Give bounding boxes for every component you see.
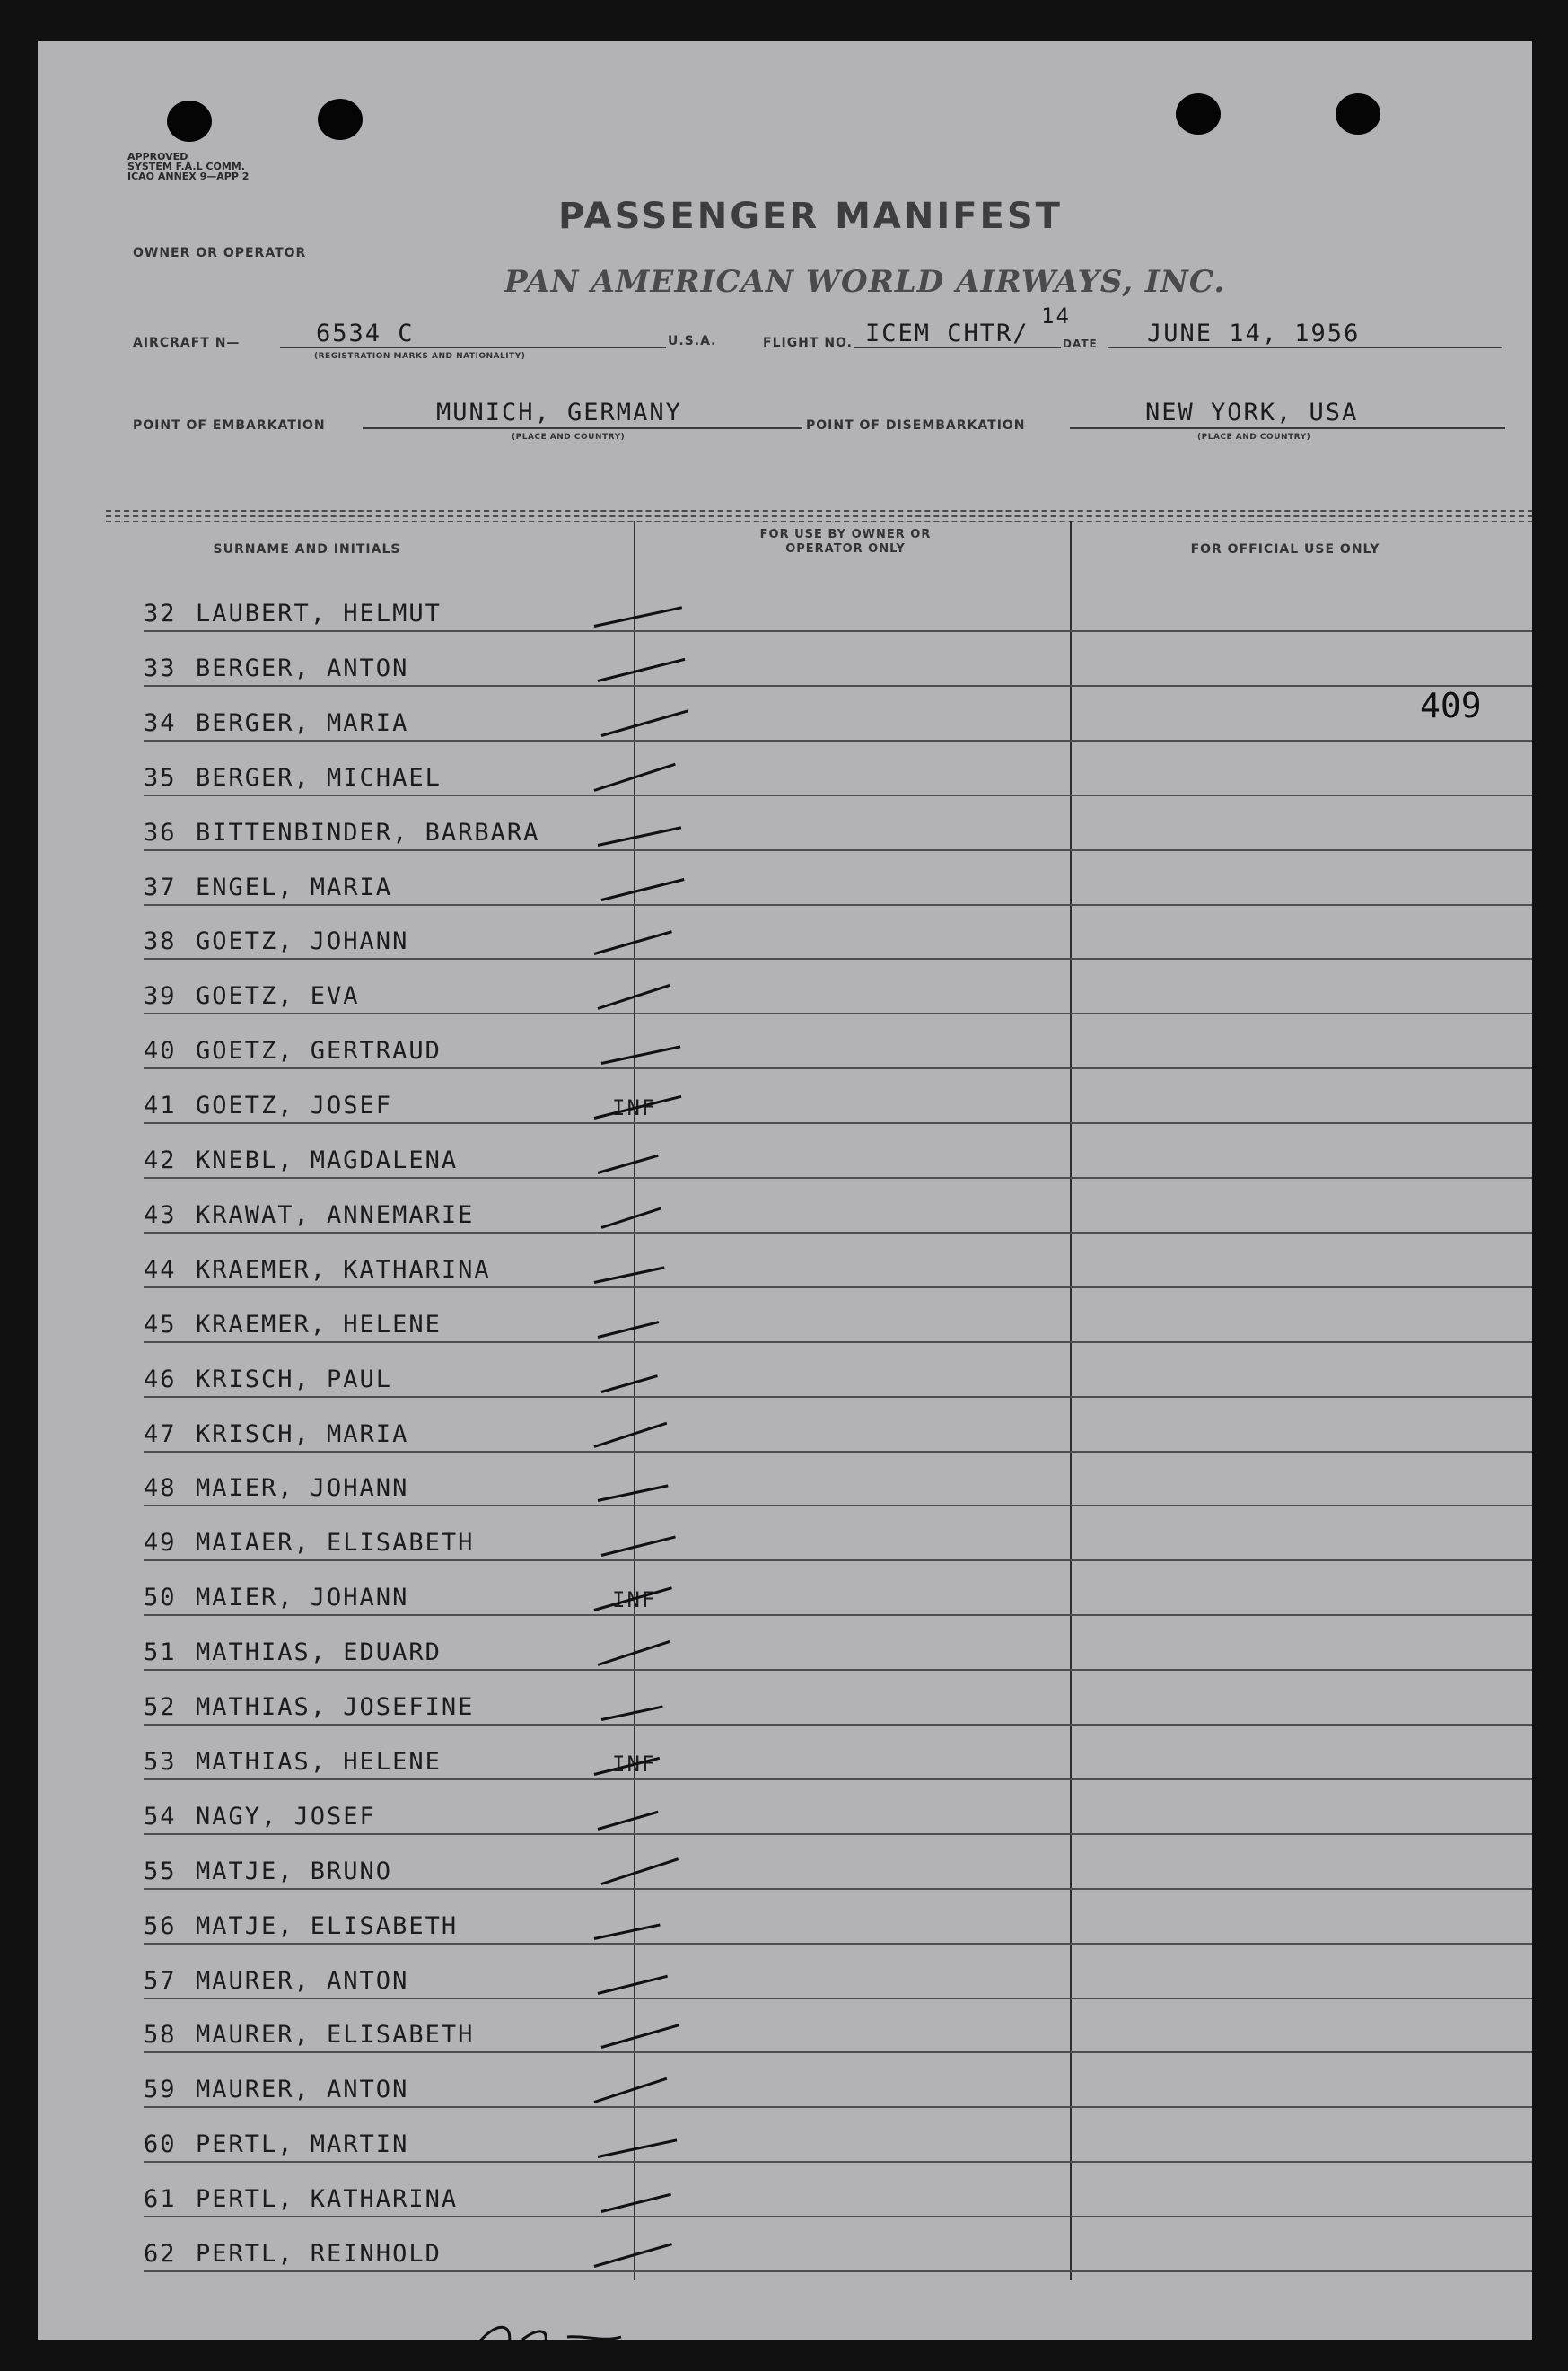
passenger-number: 47 <box>144 1419 177 1448</box>
passenger-number: 33 <box>144 654 177 682</box>
table-row <box>144 1201 474 1229</box>
passenger-number: 42 <box>144 1146 177 1174</box>
passenger-number: 59 <box>144 2076 177 2104</box>
passenger-number: 36 <box>144 818 177 847</box>
check-mark <box>601 1857 679 1885</box>
check-mark <box>601 2024 679 2050</box>
row-rule <box>144 2106 1532 2108</box>
passenger-number: 40 <box>144 1037 177 1066</box>
table-row <box>144 1803 376 1831</box>
table-row <box>144 1693 474 1721</box>
row-rule <box>144 1451 1532 1453</box>
table-row <box>144 709 408 737</box>
flight-superscript: 14 <box>1041 303 1071 329</box>
passenger-name: PERTL, MARTIN <box>196 2130 409 2159</box>
passenger-number: 58 <box>144 2021 177 2050</box>
manifest-page <box>38 41 1532 2340</box>
passenger-number: 44 <box>144 1255 177 1284</box>
passenger-name: GOETZ, JOSEF <box>196 1092 393 1120</box>
row-rule <box>144 1724 1532 1726</box>
row-rule <box>144 1177 1532 1179</box>
passenger-number: 39 <box>144 982 177 1011</box>
row-rule <box>144 1286 1532 1288</box>
table-row <box>144 1420 408 1448</box>
passenger-number: 48 <box>144 1474 177 1503</box>
table-row <box>144 1256 491 1284</box>
embark-value: MUNICH, GERMANY <box>436 399 682 426</box>
passenger-name: MAIAER, ELISABETH <box>196 1529 475 1558</box>
passenger-number: 62 <box>144 2240 177 2268</box>
table-row <box>144 874 392 901</box>
passenger-name: PERTL, REINHOLD <box>196 2240 442 2268</box>
check-mark <box>601 2193 671 2213</box>
row-rule <box>144 2051 1532 2053</box>
passenger-number: 57 <box>144 1966 177 1995</box>
table-row <box>144 1474 408 1502</box>
table-row <box>144 927 408 955</box>
passenger-name: NAGY, JOSEF <box>196 1802 376 1831</box>
row-rule <box>144 1396 1532 1398</box>
passenger-name: LAUBERT, HELMUT <box>196 600 442 628</box>
check-mark <box>601 1046 681 1066</box>
handwritten-signature <box>460 2317 729 2340</box>
passenger-note: INF <box>612 1095 657 1121</box>
passenger-name: MAIER, JOHANN <box>196 1474 409 1503</box>
passenger-number: 52 <box>144 1693 177 1721</box>
usa-label: U.S.A. <box>668 334 717 348</box>
passenger-number: 49 <box>144 1529 177 1558</box>
table-row <box>144 764 442 792</box>
table-row <box>144 1092 392 1120</box>
row-rule <box>144 849 1532 851</box>
row-rule <box>144 1614 1532 1616</box>
table-row <box>144 2130 408 2158</box>
table-row <box>144 654 408 682</box>
passenger-number: 37 <box>144 873 177 901</box>
passenger-name: MAURER, ANTON <box>196 2076 409 2104</box>
aircraft-value: 6534 C <box>316 320 415 347</box>
passenger-number: 32 <box>144 600 177 628</box>
check-mark <box>601 878 685 901</box>
passenger-name: KRISCH, MARIA <box>196 1419 409 1448</box>
passenger-name: MATHIAS, EDUARD <box>196 1638 442 1667</box>
approval-line: APPROVED <box>127 151 188 162</box>
table-row <box>144 2021 474 2049</box>
embark-sublabel: (PLACE AND COUNTRY) <box>512 433 626 442</box>
official-use-note: 409 <box>1420 686 1482 725</box>
passenger-number: 43 <box>144 1200 177 1229</box>
aircraft-sublabel: (REGISTRATION MARKS AND NATIONALITY) <box>314 352 526 361</box>
table-row <box>144 600 442 628</box>
row-rule <box>144 1505 1532 1506</box>
row-rule <box>144 1232 1532 1234</box>
row-rule <box>144 1998 1532 1999</box>
flight-value: ICEM CHTR/ <box>865 320 1029 347</box>
row-rule <box>144 904 1532 906</box>
check-mark <box>598 1321 660 1339</box>
check-mark <box>598 1811 659 1831</box>
punch-hole <box>318 99 363 140</box>
check-mark <box>594 2077 668 2103</box>
passenger-name: MAURER, ELISABETH <box>196 2021 475 2050</box>
passenger-name: KRAEMER, KATHARINA <box>196 1255 491 1284</box>
punch-hole <box>1336 93 1380 135</box>
check-mark <box>601 1536 676 1557</box>
passenger-number: 46 <box>144 1365 177 1393</box>
check-mark <box>598 1155 659 1174</box>
row-rule <box>144 958 1532 960</box>
table-row <box>144 1584 408 1611</box>
table-row <box>144 1912 458 1940</box>
passenger-name: GOETZ, GERTRAUD <box>196 1037 442 1066</box>
disembark-label: POINT OF DISEMBARKATION <box>806 418 1026 433</box>
table-row <box>144 1037 442 1065</box>
table-row <box>144 819 539 847</box>
check-mark <box>601 1705 663 1720</box>
row-rule <box>144 2216 1532 2217</box>
passenger-name: BERGER, MICHAEL <box>196 763 442 792</box>
passenger-name: BERGER, MARIA <box>196 708 409 737</box>
approval-line: SYSTEM F.A.L COMM. <box>127 161 245 172</box>
row-rule <box>144 2161 1532 2163</box>
passenger-name: MAURER, ANTON <box>196 1966 409 1995</box>
passenger-name: MATJE, ELISABETH <box>196 1911 459 1940</box>
passenger-name: KRAEMER, HELENE <box>196 1310 442 1339</box>
passenger-name: PERTL, KATHARINA <box>196 2185 459 2214</box>
check-mark <box>594 1923 661 1940</box>
row-rule <box>144 2270 1532 2272</box>
row-rule <box>144 1559 1532 1561</box>
passenger-number: 51 <box>144 1638 177 1667</box>
table-row <box>144 1638 442 1666</box>
passenger-name: MATJE, BRUNO <box>196 1857 393 1885</box>
table-row <box>144 1967 408 1995</box>
passenger-number: 61 <box>144 2185 177 2214</box>
passenger-number: 53 <box>144 1747 177 1776</box>
check-mark <box>594 1266 665 1284</box>
table-row <box>144 2076 408 2103</box>
passenger-number: 34 <box>144 708 177 737</box>
check-mark <box>594 606 682 628</box>
passenger-name: KRISCH, PAUL <box>196 1365 393 1393</box>
passenger-name: KRAWAT, ANNEMARIE <box>196 1200 475 1229</box>
row-rule <box>144 1669 1532 1671</box>
table-row <box>144 1529 474 1557</box>
passenger-name: GOETZ, EVA <box>196 982 360 1011</box>
row-rule <box>144 1067 1532 1069</box>
passenger-number: 35 <box>144 763 177 792</box>
date-label: DATE <box>1063 338 1098 350</box>
table-row <box>144 1748 442 1776</box>
column-header-surname: SURNAME AND INITIALS <box>213 542 401 557</box>
punch-hole <box>1176 93 1221 135</box>
form-title: PASSENGER MANIFEST <box>558 196 1063 237</box>
passenger-name: MAIER, JOHANN <box>196 1584 409 1612</box>
passenger-name: BITTENBINDER, BARBARA <box>196 818 540 847</box>
table-row <box>144 1857 392 1885</box>
row-rule <box>144 1013 1532 1014</box>
passenger-number: 50 <box>144 1584 177 1612</box>
check-mark <box>598 1974 668 1994</box>
passenger-name: ENGEL, MARIA <box>196 873 393 901</box>
check-mark <box>601 1207 662 1228</box>
passenger-note: INF <box>612 1751 657 1777</box>
passenger-number: 55 <box>144 1857 177 1885</box>
row-rule <box>144 795 1532 796</box>
column-header-owner-use: FOR USE BY OWNER OR OPERATOR ONLY <box>759 528 932 556</box>
passenger-name: GOETZ, JOHANN <box>196 927 409 956</box>
check-mark <box>598 658 686 682</box>
flight-label: FLIGHT NO. <box>763 336 853 350</box>
check-mark <box>601 1374 658 1393</box>
row-rule <box>144 1833 1532 1835</box>
passenger-number: 45 <box>144 1310 177 1339</box>
table-row <box>144 2185 458 2213</box>
disembark-sublabel: (PLACE AND COUNTRY) <box>1197 433 1311 442</box>
table-row <box>144 982 360 1010</box>
table-row <box>144 1311 442 1339</box>
approval-line: ICAO ANNEX 9—APP 2 <box>127 171 250 182</box>
passenger-name: MATHIAS, JOSEFINE <box>196 1693 475 1721</box>
passenger-number: 54 <box>144 1802 177 1831</box>
row-rule <box>144 1778 1532 1780</box>
table-row <box>144 2240 442 2268</box>
aircraft-label: AIRCRAFT N— <box>133 336 241 350</box>
owner-label: OWNER OR OPERATOR <box>133 246 307 260</box>
owner-value: PAN AMERICAN WORLD AIRWAYS, INC. <box>504 264 1226 300</box>
row-rule <box>144 1943 1532 1945</box>
passenger-number: 41 <box>144 1092 177 1120</box>
passenger-name: MATHIAS, HELENE <box>196 1747 442 1776</box>
row-rule <box>144 740 1532 742</box>
passenger-number: 56 <box>144 1911 177 1940</box>
date-value: JUNE 14, 1956 <box>1147 320 1361 347</box>
check-mark <box>598 826 682 847</box>
row-rule <box>144 1122 1532 1124</box>
column-header-official-use: FOR OFFICIAL USE ONLY <box>1190 542 1380 557</box>
row-rule <box>144 1341 1532 1343</box>
row-rule <box>144 630 1532 632</box>
row-rule <box>144 1888 1532 1890</box>
passenger-name: BERGER, ANTON <box>196 654 409 682</box>
check-mark <box>598 2139 678 2159</box>
passenger-number: 60 <box>144 2130 177 2159</box>
passenger-name: KNEBL, MAGDALENA <box>196 1146 459 1174</box>
table-row <box>144 1366 392 1393</box>
passenger-number: 38 <box>144 927 177 956</box>
table-row <box>144 1146 458 1174</box>
check-mark <box>601 709 688 736</box>
check-mark <box>594 1421 668 1447</box>
approval-stamp <box>127 152 334 181</box>
punch-hole <box>167 101 212 142</box>
embark-label: POINT OF EMBARKATION <box>133 418 326 433</box>
row-rule <box>144 685 1532 687</box>
passenger-note: INF <box>612 1587 657 1613</box>
disembark-value: NEW YORK, USA <box>1145 399 1359 426</box>
